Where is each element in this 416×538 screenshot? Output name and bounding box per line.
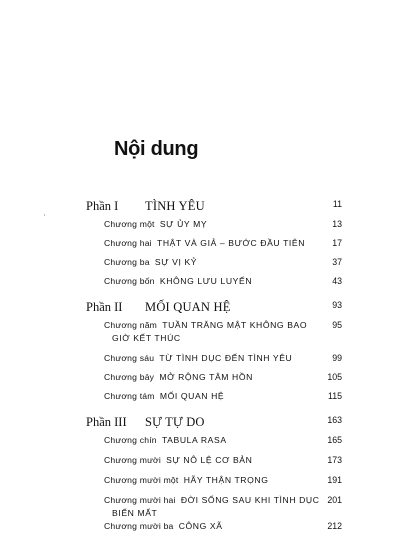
chapter-label: Chương mười SỰ NÔ LỆ CƠ BẢN bbox=[104, 455, 253, 465]
chapter-title: SỰ NÔ LỆ CƠ BẢN bbox=[166, 455, 253, 465]
chapter-title: ĐỜI SỐNG SAU KHI TÌNH DỤC bbox=[180, 495, 320, 505]
chapter-title: MỞ RỘNG TÂM HỒN bbox=[159, 372, 253, 382]
chapter-title: MỐI QUAN HỆ bbox=[159, 391, 225, 401]
part-label: Phần III bbox=[86, 415, 127, 429]
part-title: SỰ TỰ DO bbox=[145, 415, 205, 429]
page-number: 13 bbox=[332, 219, 342, 229]
chapter-label: Chương mười một HÃY THẬN TRỌNG bbox=[104, 475, 269, 485]
page-number: 163 bbox=[327, 415, 342, 425]
chapter-label: Chương ba SỰ VỊ KỶ bbox=[104, 257, 198, 267]
page-title: Nội dung bbox=[114, 138, 199, 160]
chapter-label: Chương mười hai ĐỜI SỐNG SAU KHI TÌNH DỤC bbox=[104, 495, 320, 505]
page-number: 191 bbox=[327, 475, 342, 485]
chapter-label: Chương chín TABULA RASA bbox=[104, 435, 227, 445]
part-title: MỐI QUAN HỆ bbox=[145, 300, 231, 314]
chapter-title-continuation: BIẾN MẤT bbox=[112, 508, 158, 518]
chapter-title: TỪ TÌNH DỤC ĐẾN TÌNH YÊU bbox=[159, 353, 293, 363]
page-number: 37 bbox=[332, 257, 342, 267]
chapter-label: Chương sáu TỪ TÌNH DỤC ĐẾN TÌNH YÊU bbox=[104, 353, 293, 363]
page-number: 212 bbox=[327, 521, 342, 531]
chapter-label: Chương bảy MỞ RỘNG TÂM HỒN bbox=[104, 372, 253, 382]
chapter-title: TABULA RASA bbox=[161, 435, 227, 445]
chapter-label: Chương mười ba CÔNG XÃ bbox=[104, 521, 223, 531]
chapter-label: Chương hai THẬT VÀ GIẢ – BƯỚC ĐẦU TIÊN bbox=[104, 238, 306, 248]
chapter-title: SỰ VỊ KỶ bbox=[154, 257, 198, 267]
chapter-title: HÃY THẬN TRỌNG bbox=[183, 475, 269, 485]
part-label: Phần II bbox=[86, 300, 123, 314]
part-label: Phần I bbox=[86, 199, 119, 213]
chapter-title: SỰ ỦY MỴ bbox=[159, 219, 208, 229]
page-number: 17 bbox=[332, 238, 342, 248]
chapter-title: TUẦN TRĂNG MẬT KHÔNG BAO bbox=[162, 320, 308, 330]
page-number: 115 bbox=[327, 391, 342, 401]
page-number: 201 bbox=[327, 495, 342, 505]
scan-speck bbox=[44, 214, 45, 216]
chapter-title-continuation: GIỜ KẾT THÚC bbox=[112, 333, 181, 343]
chapter-label: Chương một SỰ ỦY MỴ bbox=[104, 219, 208, 229]
page-number: 93 bbox=[332, 300, 342, 310]
page-number: 105 bbox=[327, 372, 342, 382]
page-number: 43 bbox=[332, 276, 342, 286]
chapter-title: CÔNG XÃ bbox=[178, 521, 223, 531]
part-title: TÌNH YÊU bbox=[145, 199, 205, 213]
chapter-title: KHÔNG LƯU LUYẾN bbox=[159, 276, 253, 286]
chapter-label: Chương bốn KHÔNG LƯU LUYẾN bbox=[104, 276, 253, 286]
page-number: 11 bbox=[332, 199, 342, 209]
chapter-label: Chương năm TUẦN TRĂNG MẬT KHÔNG BAO bbox=[104, 320, 308, 330]
page-number: 165 bbox=[327, 435, 342, 445]
chapter-label: Chương tám MỐI QUAN HỆ bbox=[104, 391, 225, 401]
page-number: 95 bbox=[332, 320, 342, 330]
page-number: 173 bbox=[327, 455, 342, 465]
chapter-title: THẬT VÀ GIẢ – BƯỚC ĐẦU TIÊN bbox=[156, 238, 306, 248]
page-number: 99 bbox=[332, 353, 342, 363]
